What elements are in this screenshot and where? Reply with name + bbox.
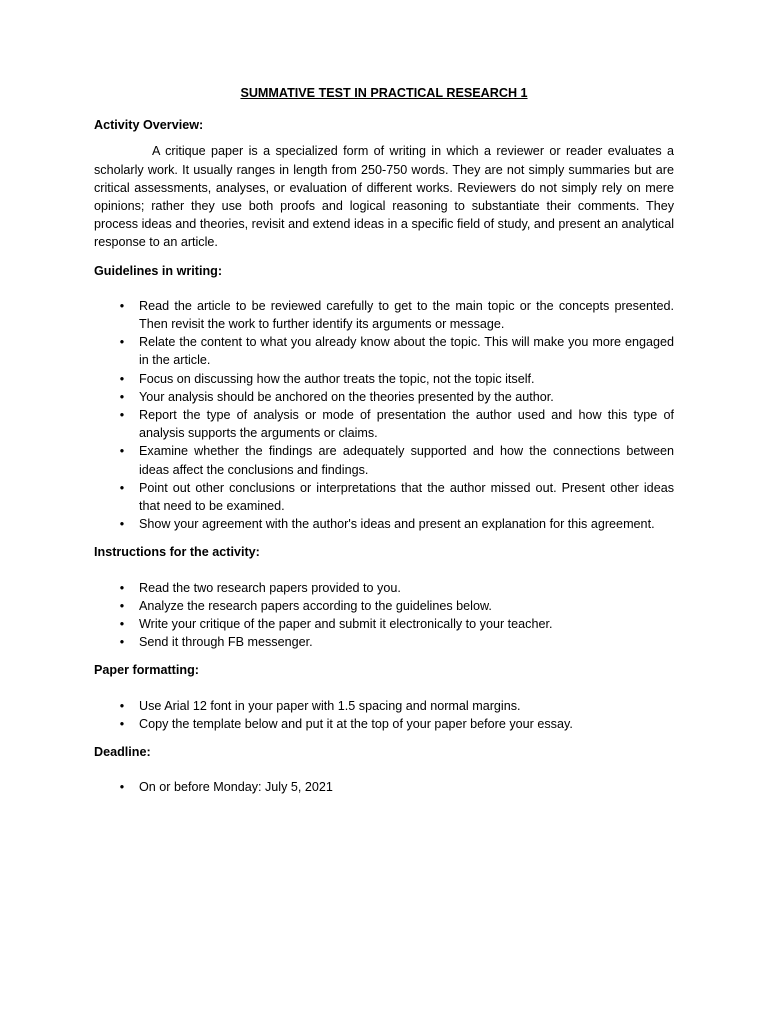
list-item — [94, 442, 674, 478]
overview-heading: Activity Overview: — [94, 118, 204, 133]
bullet-icon: • — [119, 335, 125, 350]
bullet-icon: • — [119, 598, 125, 613]
list-item — [94, 333, 674, 369]
list-item — [94, 370, 674, 388]
spacer — [94, 688, 674, 697]
bullet-icon: • — [119, 780, 125, 795]
bullet-icon: • — [119, 635, 125, 650]
guidelines-list — [94, 297, 674, 534]
list-item-text: Focus on discussing how the author treats the topic, not the topic itself. — [139, 371, 535, 386]
spacer — [94, 769, 674, 778]
list-item-text: Read the two research papers provided to you. — [139, 580, 401, 595]
list-item-text: Copy the template below and put it at the top of your paper before your essay. — [139, 716, 573, 731]
bullet-icon: • — [119, 617, 125, 632]
bullet-icon: • — [119, 444, 125, 459]
list-item-text: Examine whether the findings are adequately supported and how the connections between ideas affect the conclusions and findings. — [139, 444, 674, 477]
list-item — [94, 479, 674, 515]
spacer — [94, 570, 674, 579]
list-item-text: Write your critique of the paper and submit it electronically to your teacher. — [139, 617, 553, 632]
instructions-list — [94, 579, 674, 652]
bullet-icon: • — [119, 716, 125, 731]
list-item-text: Read the article to be reviewed carefully to get to the main topic or the concepts presented. Then revisit the work to further identify its arguments or message. — [139, 298, 674, 332]
bullet-icon: • — [119, 371, 125, 386]
list-item — [94, 297, 674, 333]
list-item — [94, 406, 674, 442]
bullet-icon: • — [119, 408, 125, 423]
deadline-heading: Deadline: — [94, 745, 151, 760]
spacer — [94, 288, 674, 297]
list-item-text: Show your agreement with the author's ideas and present an explanation for this agreement. — [139, 517, 655, 532]
document-title: SUMMATIVE TEST IN PRACTICAL RESEARCH 1 — [240, 86, 528, 100]
bullet-icon: • — [119, 298, 125, 313]
list-item — [94, 515, 674, 533]
list-item — [94, 597, 674, 615]
list-item-text: Use Arial 12 font in your paper with 1.5 spacing and normal margins. — [139, 698, 521, 713]
list-item — [94, 697, 674, 715]
list-item — [94, 715, 674, 733]
bullet-icon: • — [119, 480, 125, 495]
instructions-heading: Instructions for the activity: — [94, 545, 260, 560]
list-item-text: Point out other conclusions or interpretations that the author missed out. Present other ideas that need to be examined. — [139, 480, 674, 514]
guidelines-heading: Guidelines in writing: — [94, 263, 223, 278]
list-item — [94, 615, 674, 633]
formatting-list — [94, 697, 674, 733]
list-item-text: Relate the content to what you already know about the topic. This will make you more engaged in the article. — [139, 335, 674, 368]
formatting-heading: Paper formatting: — [94, 663, 199, 678]
bullet-icon: • — [119, 389, 125, 404]
list-item — [94, 579, 674, 597]
deadline-list — [94, 778, 674, 796]
list-item — [94, 388, 674, 406]
bullet-icon: • — [119, 517, 125, 532]
list-item-text: Report the type of analysis or mode of presentation the author used and how this type of analysis supports the arguments or claims. — [139, 408, 674, 441]
list-item — [94, 633, 674, 651]
list-item-text: Your analysis should be anchored on the theories presented by the author. — [139, 389, 554, 404]
list-item — [94, 778, 674, 796]
list-item-text: On or before Monday: July 5, 2021 — [139, 780, 333, 795]
bullet-icon: • — [119, 698, 125, 713]
document-page — [94, 84, 674, 807]
list-item-text: Analyze the research papers according to the guidelines below. — [139, 598, 492, 613]
list-item-text: Send it through FB messenger. — [139, 635, 313, 650]
bullet-icon: • — [119, 580, 125, 595]
overview-paragraph: A critique paper is a specialized form of writing in which a reviewer or reader evaluates a scholarly work. It usually ranges in length from 250-750 words. They are not simply summaries but are critical assessments, analyses, or evaluation of different works. Reviewers do not simply rely on mere opinions; rather they use both proofs and logical reasoning to substantiate their comments. They process ideas and theories, revisit and extend ideas in a specific field of study, and present an analytical response to an article. — [94, 144, 674, 250]
